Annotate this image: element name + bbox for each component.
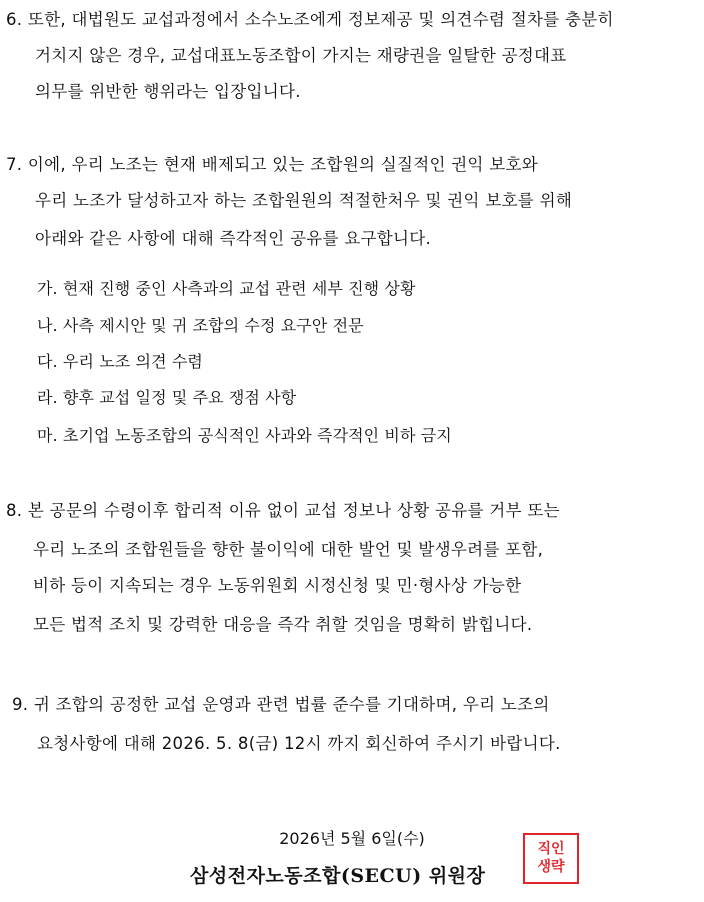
union-chair-signature: 삼성전자노동조합(SECU) 위원장 <box>190 865 486 887</box>
sub-item-da: 다. 우리 노조 의견 수렴 <box>37 352 203 371</box>
stamp-text-2: 생략 <box>537 859 565 875</box>
para-8-line-2: 우리 노조의 조합원들을 향한 불이익에 대한 발언 및 발생우려를 포함, <box>33 540 544 559</box>
document-date: 2026년 5월 6일(수) <box>279 829 425 848</box>
para-7-line-1: 7. 이에, 우리 노조는 현재 배제되고 있는 조합원의 실질적인 권익 보호와 <box>6 155 539 174</box>
para-6-line-3: 의무를 위반한 행위라는 입장입니다. <box>35 82 301 101</box>
para-9-line-2: 요청사항에 대해 2026. 5. 8(금) 12시 까지 회신하여 주시기 바랍니다. <box>37 734 561 753</box>
para-6-line-1: 6. 또한, 대법원도 교섭과정에서 소수노조에게 정보제공 및 의견수렴 절차를 충분히 <box>6 10 614 29</box>
para-6-line-2: 거치지 않은 경우, 교섭대표노동조합이 가지는 재량권을 일탈한 공정대표 <box>35 46 567 65</box>
para-8-line-4: 모든 법적 조치 및 강력한 대응을 즉각 취할 것임을 명확히 밝힙니다. <box>33 615 533 634</box>
sub-item-ra: 라. 향후 교섭 일정 및 주요 쟁점 사항 <box>37 388 297 407</box>
para-8-line-3: 비하 등이 지속되는 경우 노동위원회 시정신청 및 민·형사상 가능한 <box>33 576 522 595</box>
sub-item-na: 나. 사측 제시안 및 귀 조합의 수정 요구안 전문 <box>37 316 364 335</box>
sub-item-ma: 마. 초기업 노동조합의 공식적인 사과와 즉각적인 비하 금지 <box>37 426 452 445</box>
para-7-line-3: 아래와 같은 사항에 대해 즉각적인 공유를 요구합니다. <box>35 229 432 248</box>
official-seal-stamp <box>523 833 579 884</box>
sub-item-ga: 가. 현재 진행 중인 사측과의 교섭 관련 세부 진행 상황 <box>37 279 416 298</box>
stamp-text-1: 직인 <box>537 841 565 857</box>
para-8-line-1: 8. 본 공문의 수령이후 합리적 이유 없이 교섭 정보나 상황 공유를 거부 또는 <box>6 501 560 520</box>
para-9-line-1: 9. 귀 조합의 공정한 교섭 운영과 관련 법률 준수를 기대하며, 우리 노조의 <box>12 695 550 714</box>
para-7-line-2: 우리 노조가 달성하고자 하는 조합원원의 적절한처우 및 권익 보호를 위해 <box>35 191 573 210</box>
